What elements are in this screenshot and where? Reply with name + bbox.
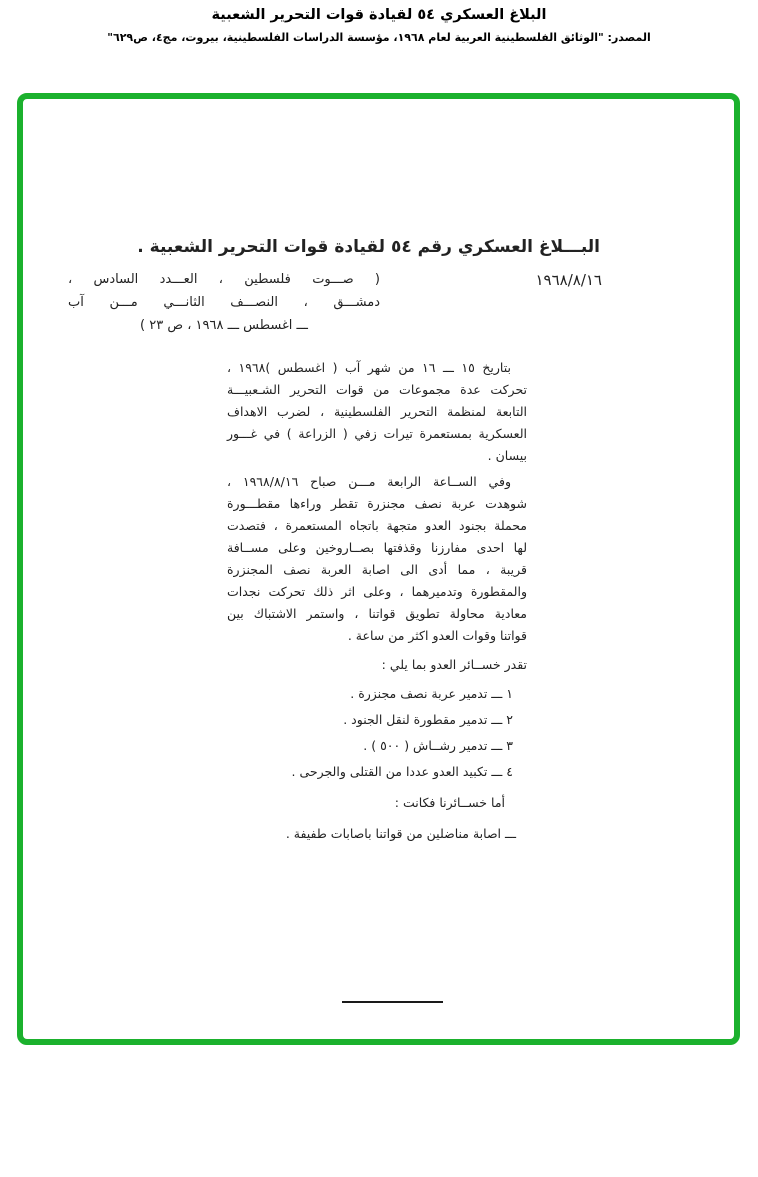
page-header bbox=[0, 7, 758, 44]
source-citation: المصدر: "الوثائق الفلسطينية العربية لعام ١٩٦٨، مؤسسة الدراسات الفلسطينية، بيروت، مج٤، ص٦٢٩" bbox=[107, 31, 651, 44]
our-losses-heading: أما خســائرنا فكانت : bbox=[394, 795, 505, 810]
document-date: ١٩٦٨/٨/١٦ bbox=[535, 271, 602, 289]
text-line: تحركت عدة مجموعات من قوات التحرير الشـعبيـــة bbox=[227, 382, 527, 397]
text-line: بيسان . bbox=[487, 448, 527, 463]
communique-header-title: البلاغ العسكري ٥٤ لقيادة قوات التحرير الشعبية bbox=[211, 7, 547, 23]
document-scan-frame bbox=[17, 93, 740, 1045]
text-line: دمشـــق ، النصـــف الثانـــي مـــن آب bbox=[68, 295, 380, 310]
document-body bbox=[227, 357, 527, 845]
text-line: شوهدت عربة نصف مجنزرة تقطر وراءها مقطـــورة bbox=[227, 496, 527, 511]
text-line: قريبة ، مما أدى الى اصابة العربة نصف المجنزرة bbox=[227, 562, 527, 577]
document-title: البـــلاغ العسكري رقم ٥٤ لقيادة قوات التحرير الشعبية . bbox=[137, 237, 600, 257]
text-line: والمقطورة وتدميرهما ، وعلى اثر ذلك تحركت نجدات bbox=[227, 584, 527, 599]
text-line: ـــ اصابة مناضلين من قواتنا باصابات طفيفة . bbox=[285, 826, 516, 841]
text-line: ( صـــوت فلسطين ، العـــدد السادس ، bbox=[68, 272, 380, 287]
text-line: التابعة لمنظمة التحرير الفلسطينية ، لضرب الاهداف bbox=[227, 404, 527, 419]
signature-rule bbox=[342, 1001, 443, 1003]
our-losses-list bbox=[227, 822, 527, 845]
text-line: قواتنا وقوات العدو اكثر من ساعة . bbox=[347, 628, 527, 643]
enemy-losses-heading: تقدر خســائر العدو بما يلي : bbox=[381, 657, 527, 672]
text-line: ١ ـــ تدمير عربة نصف مجنزرة . bbox=[350, 686, 513, 701]
text-line: وفي الســاعة الرابعة مـــن صباح ١٩٦٨/٨/١٦ ، bbox=[227, 474, 511, 489]
text-line: لها احدى مفارزنا وقذفتها بصــاروخين وعلى مســافة bbox=[227, 540, 527, 555]
paragraph-engagement bbox=[227, 471, 527, 647]
text-line: العسكرية بمستعمرة تيرات زفي ( الزراعة ) في غـــور bbox=[227, 426, 527, 441]
text-line: بتاريخ ١٥ ـــ ١٦ من شهر آب ( اغسطس )١٩٦٨ ، bbox=[227, 360, 511, 375]
text-line: ٣ ـــ تدمير رشــاش ( ٥٠٠ ) . bbox=[363, 738, 513, 753]
text-line: محملة بجنود العدو متجهة باتجاه المستعمرة ، فتصدت bbox=[227, 518, 527, 533]
enemy-losses-list bbox=[227, 682, 527, 783]
text-line: ٤ ـــ تكبيد العدو عددا من القتلى والجرحى . bbox=[291, 764, 513, 779]
text-line: ٢ ـــ تدمير مقطورة لنقل الجنود . bbox=[343, 712, 513, 727]
date-citation-row bbox=[68, 268, 602, 337]
paragraph-operation bbox=[227, 357, 527, 467]
text-line: ـــ اغسطس ـــ ١٩٦٨ ، ص ٢٣ ) bbox=[140, 318, 308, 333]
publication-citation bbox=[68, 268, 380, 337]
scanned-document bbox=[23, 237, 734, 1177]
text-line: معادية محاولة تطويق قواتنا ، واستمر الاشتباك بين bbox=[227, 606, 527, 621]
